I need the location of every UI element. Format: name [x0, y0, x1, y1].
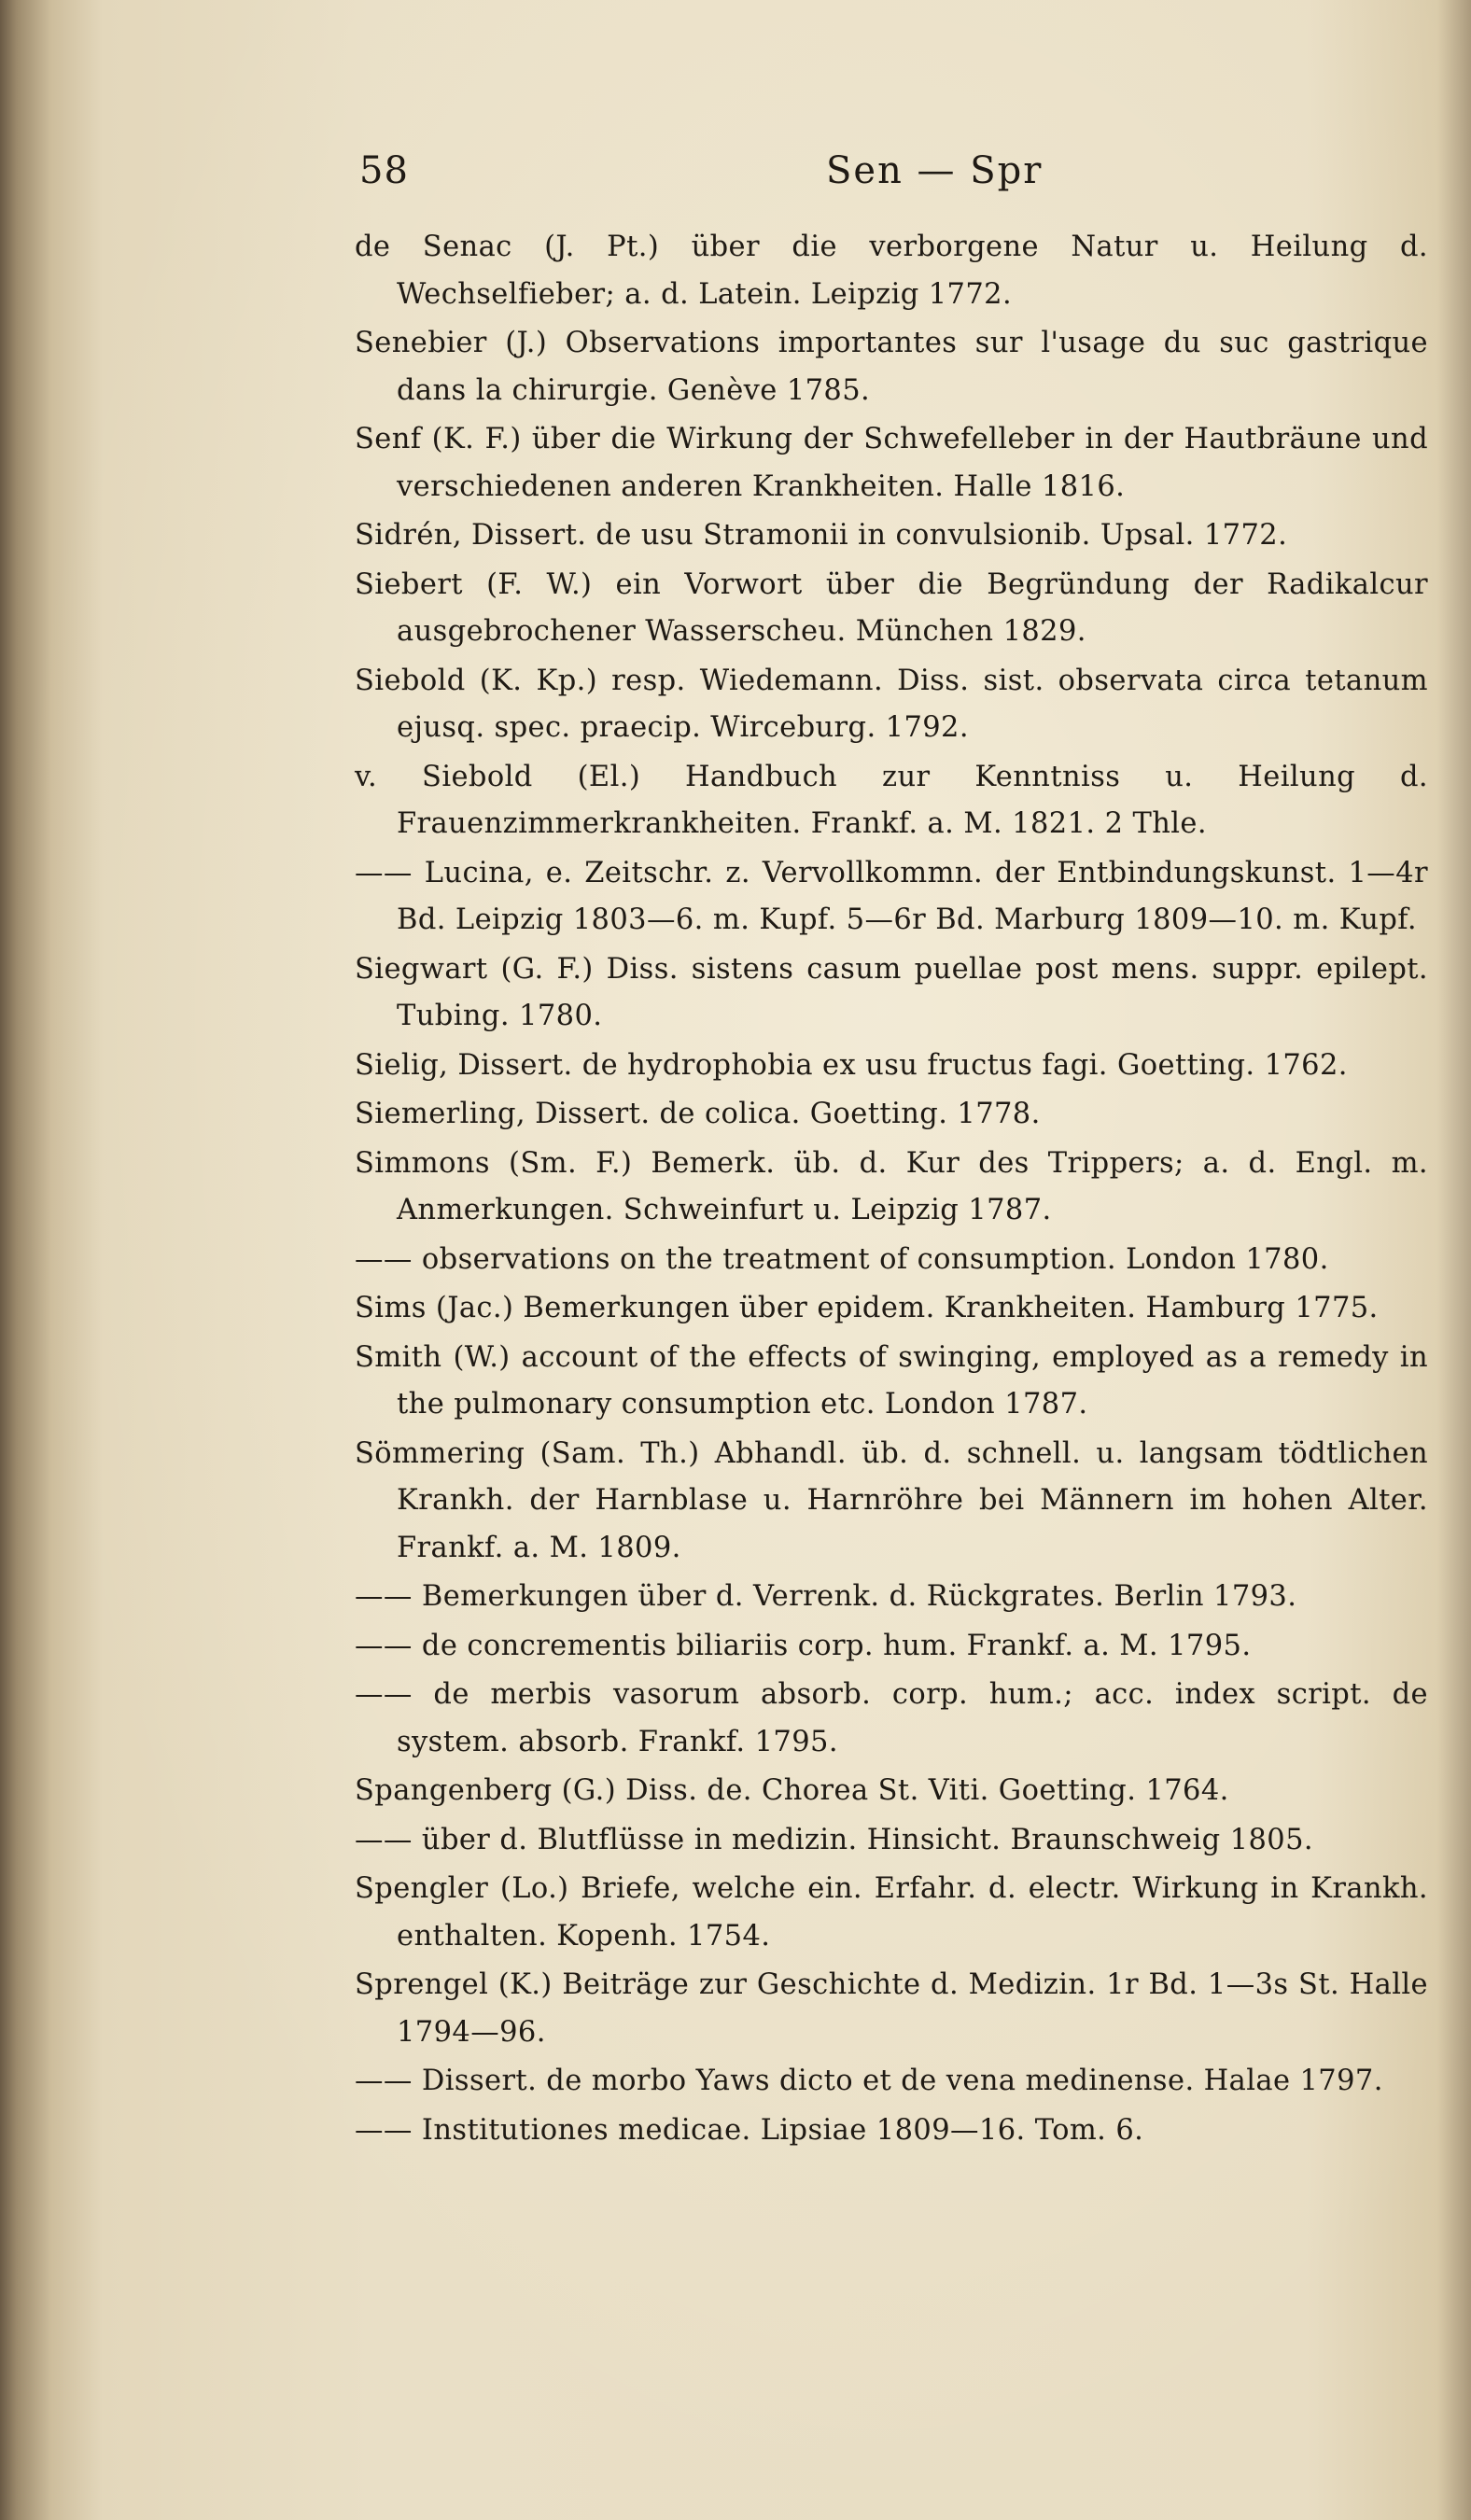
- bibliography-entry: —— observations on the treatment of consumption. London 1780.: [355, 1242, 1329, 1276]
- bibliography-entry: de Senac (J. Pt.) über die verborgene Natur u. Heilung d. Wechselfieber; a. d. Latein. Leipzig 1772.: [355, 231, 1428, 311]
- page-header: [359, 149, 1423, 205]
- bibliography-entry: Siebert (F. W.) ein Vorwort über die Begründung der Radikalcur ausgebrochener Wasserscheu. München 1829.: [355, 567, 1428, 648]
- bibliography-entry: Senebier (J.) Observations importantes sur l'usage du suc gastrique dans la chirurgie. Genève 1785.: [355, 327, 1428, 407]
- bibliography-entry: v. Siebold (El.) Handbuch zur Kenntniss u. Heilung d. Frauenzimmerkrankheiten. Frankf. a. M. 1821. 2 Thle.: [355, 760, 1428, 840]
- bibliography-entry: Smith (W.) account of the effects of swinging, employed as a remedy in the pulmonary consumption etc. London 1787.: [355, 1340, 1428, 1421]
- bibliography-entry: —— Lucina, e. Zeitschr. z. Vervollkommn. der Entbindungskunst. 1—4r Bd. Leipzig 1803—6. m. Kupf. 5—6r Bd. Marburg 1809—10. m. Kupf.: [355, 856, 1428, 936]
- bibliography-entry: Spangenberg (G.) Diss. de. Chorea St. Viti. Goetting. 1764.: [355, 1774, 1229, 1807]
- page-number: 58: [359, 149, 409, 192]
- bibliography-entry: Sidrén, Dissert. de usu Stramonii in convulsionib. Upsal. 1772.: [355, 519, 1288, 552]
- bibliography-entry: Siebold (K. Kp.) resp. Wiedemann. Diss. sist. observata circa tetanum ejusq. spec. praecip. Wirceburg. 1792.: [355, 664, 1428, 744]
- bibliography-entry: Siemerling, Dissert. de colica. Goetting. 1778.: [355, 1098, 1041, 1130]
- running-head: Sen — Spr: [826, 149, 1044, 192]
- bibliography-entry: —— Dissert. de morbo Yaws dicto et de vena medinense. Halae 1797.: [355, 2065, 1383, 2097]
- bibliography-entry: —— über d. Blutflüsse in medizin. Hinsicht. Braunschweig 1805.: [355, 1823, 1313, 1856]
- bibliography-entry: —— de merbis vasorum absorb. corp. hum.; acc. index script. de system. absorb. Frankf. 1795.: [355, 1678, 1428, 1758]
- bibliography-entry: —— de concrementis biliariis corp. hum. Frankf. a. M. 1795.: [355, 1629, 1252, 1662]
- bibliography-entry: Simmons (Sm. F.) Bemerk. üb. d. Kur des Trippers; a. d. Engl. m. Anmerkungen. Schweinfurt u. Leipzig 1787.: [355, 1146, 1428, 1226]
- bibliography-entry: Siegwart (G. F.) Diss. sistens casum puellae post mens. suppr. epilept. Tubing. 1780.: [355, 952, 1428, 1032]
- bibliography-entry: Sömmering (Sam. Th.) Abhandl. üb. d. schnell. u. langsam tödtlichen Krankh. der Harnblase u. Harnröhre bei Männern im hohen Alter. Frankf. a. M. 1809.: [355, 1436, 1428, 1564]
- bibliography-entry: Sprengel (K.) Beiträge zur Geschichte d. Medizin. 1r Bd. 1—3s St. Halle 1794—96.: [355, 1968, 1428, 2049]
- bibliography-entry: —— Bemerkungen über d. Verrenk. d. Rückgrates. Berlin 1793.: [355, 1580, 1297, 1613]
- bibliography-entry: Sims (Jac.) Bemerkungen über epidem. Krankheiten. Hamburg 1775.: [355, 1292, 1379, 1324]
- bibliography-entry: Spengler (Lo.) Briefe, welche ein. Erfahr. d. electr. Wirkung in Krankh. enthalten. Kopenh. 1754.: [355, 1872, 1428, 1953]
- bibliography-entry: Sielig, Dissert. de hydrophobia ex usu fructus fagi. Goetting. 1762.: [355, 1048, 1348, 1082]
- bibliography-list: [355, 224, 1428, 2156]
- bibliography-entry: Senf (K. F.) über die Wirkung der Schwefelleber in der Hautbräune und verschiedenen anderen Krankheiten. Halle 1816.: [355, 423, 1428, 503]
- bibliography-entry: —— Institutiones medicae. Lipsiae 1809—16. Tom. 6.: [355, 2113, 1144, 2147]
